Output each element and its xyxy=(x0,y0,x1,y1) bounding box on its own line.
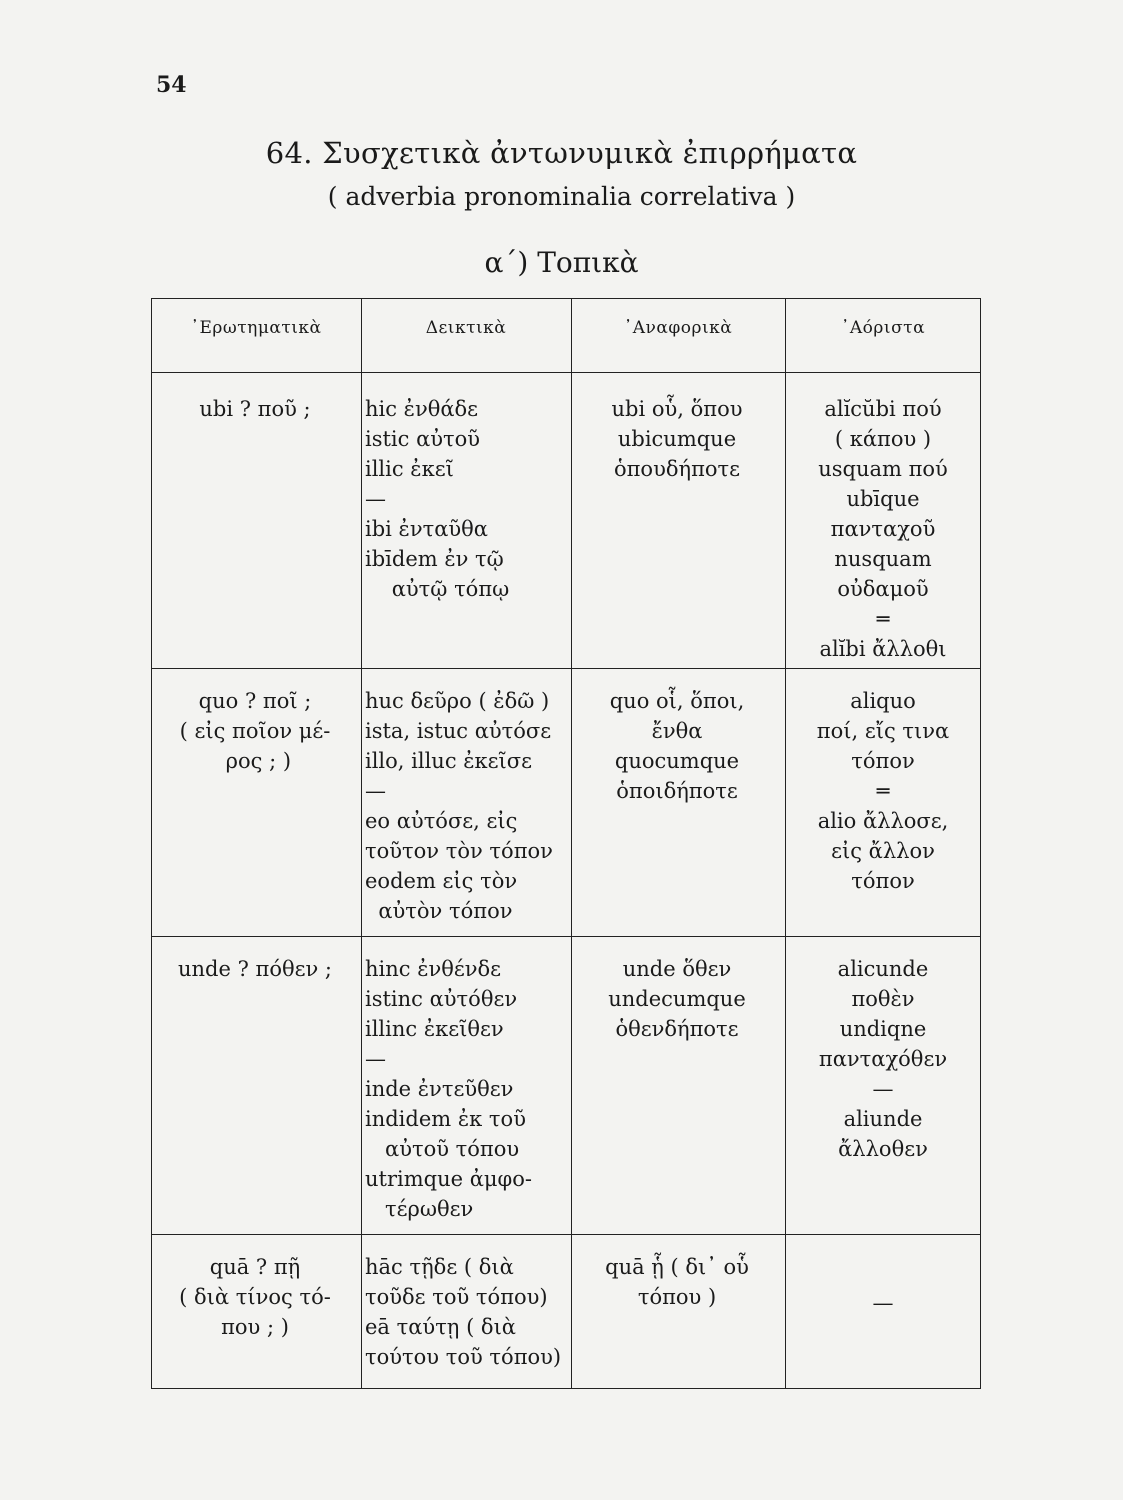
page-number: 54 xyxy=(156,72,187,98)
table-bottom-rule xyxy=(151,1388,981,1389)
row2-indefinite: aliquo ποί, εἴς τινα τόπον ═ alio ἄλλοσε, εἰς ἄλλον τόπον xyxy=(816,689,950,893)
correlative-adverbs-table xyxy=(151,298,981,1390)
row4-demonstrative: hāc τῇδε ( διὰ τοῦδε τοῦ τόπου) eā ταύτῃ ( διὰ τούτου τοῦ τόπου) xyxy=(365,1255,562,1369)
header-indefinite: ᾽Αόριστα xyxy=(840,318,926,338)
row1-demonstrative: hic ἐνθάδε istic αὐτοῦ illic ἐκεῖ — ibi ἐνταῦθα ibīdem ἐν τῷ αὐτῷ τόπῳ xyxy=(365,397,510,601)
row4-relative: quā ᾗ ( δι᾽ οὗ τόπου ) xyxy=(605,1255,749,1309)
header-relative: ᾽Αναφορικὰ xyxy=(623,318,733,338)
page-subtitle: ( adverbia pronominalia correlativa ) xyxy=(327,182,796,211)
row4-interrogative: quā ? πῇ ( διὰ τίνος τό- που ; ) xyxy=(179,1255,331,1339)
row-rule-2 xyxy=(151,936,981,937)
row3-relative: unde ὅθεν undecumque ὁθενδήποτε xyxy=(608,957,746,1041)
table-top-rule xyxy=(151,298,981,299)
row3-demonstrative: hinc ἐνθένδε istinc αὐτόθεν illinc ἐκεῖθεν — inde ἐντεῦθεν indidem ἐκ τοῦ αὐτοῦ τόπου utrimque ἀμφο- τέρωθεν xyxy=(365,957,532,1221)
row-rule-3 xyxy=(151,1234,981,1235)
row2-interrogative: quo ? ποῖ ; ( εἰς ποῖον μέ- ρος ; ) xyxy=(179,689,331,773)
row2-relative: quo οἷ, ὅποι, ἔνθα quocumque ὁποιδήποτε xyxy=(609,689,745,803)
row-rule-1 xyxy=(151,668,981,669)
row3-interrogative: unde ? πόθεν ; xyxy=(177,957,332,981)
row1-interrogative: ubi ? ποῦ ; xyxy=(199,397,311,421)
row1-relative: ubi οὗ, ὅπου ubicumque ὁπουδήποτε xyxy=(611,397,743,481)
row2-demonstrative: huc δεῦρο ( ἐδῶ ) ista, istuc αὐτόσε illo, illuc ἐκεῖσε — eo αὐτόσε, εἰς τοῦτον τὸν τόπον eodem εἰς τὸν αὐτὸν τόπον xyxy=(365,689,553,923)
col-rule-0 xyxy=(151,298,152,1389)
page-title: 64. Συσχετικὰ ἀντωνυμικὰ ἐπιρρήματα xyxy=(265,136,858,170)
row3-indefinite: alicunde ποθὲν undiqne πανταχόθεν — aliunde ἄλλοθεν xyxy=(818,957,948,1161)
header-rule xyxy=(151,372,981,373)
section-heading: α΄) Τοπικὰ xyxy=(484,246,639,279)
row1-indefinite: alĭcŭbi πού ( κάπου ) usquam πού ubīque πανταχοῦ nusquam οὐδαμοῦ ═ alĭbi ἄλλοθι xyxy=(818,397,948,661)
header-interrogative: ᾽Ερωτηματικὰ xyxy=(190,318,322,338)
row4-indefinite: — xyxy=(872,1291,894,1315)
header-demonstrative: Δεικτικὰ xyxy=(425,318,507,338)
